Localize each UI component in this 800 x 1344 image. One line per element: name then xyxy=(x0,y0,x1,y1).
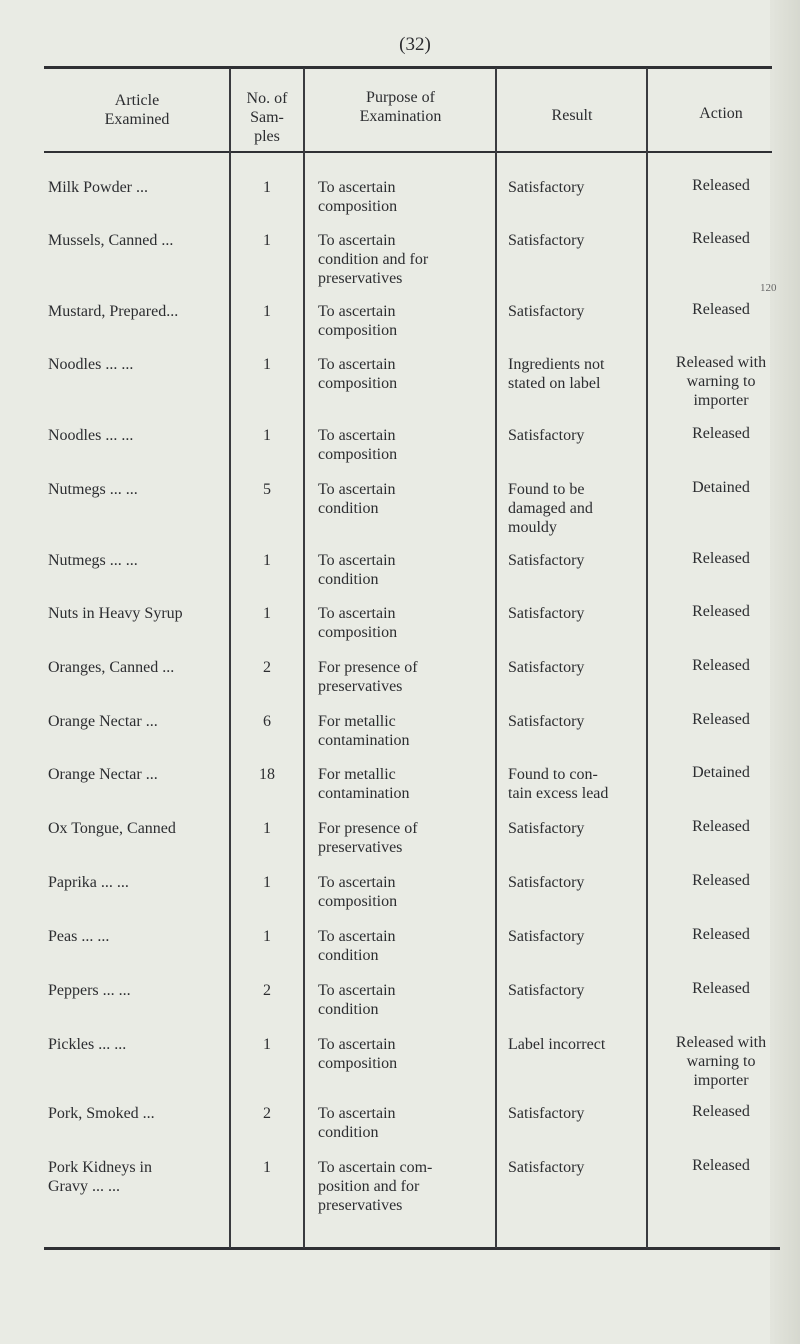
cell-line: Peppers ... ... xyxy=(48,982,131,999)
cell-line: To ascertain xyxy=(318,605,396,622)
cell-result xyxy=(508,712,661,731)
cell-line: Ingredients not xyxy=(508,356,605,373)
cell-line: composition xyxy=(318,375,398,392)
cell-article xyxy=(48,819,241,838)
cell-purpose xyxy=(318,1158,507,1215)
bottom-rule xyxy=(44,1247,780,1250)
cell-line: composition xyxy=(318,322,398,339)
cell-line: composition xyxy=(318,893,398,910)
cell-line: Released xyxy=(692,425,750,442)
cell-purpose xyxy=(318,231,507,288)
cell-action xyxy=(650,424,792,443)
cell-article xyxy=(48,1158,241,1196)
cell-action xyxy=(650,549,792,568)
cell-article xyxy=(48,712,241,731)
cell-line: 1 xyxy=(263,1036,271,1053)
cell-result xyxy=(508,480,661,537)
cell-result xyxy=(508,873,661,892)
cell-purpose xyxy=(318,480,507,518)
cell-purpose xyxy=(318,178,507,216)
cell-line: To ascertain xyxy=(318,481,396,498)
cell-line: 1 xyxy=(263,874,271,891)
cell-samples xyxy=(232,819,302,838)
cell-line: Orange Nectar ... xyxy=(48,713,158,730)
cell-result xyxy=(508,178,661,197)
cell-line: preservatives xyxy=(318,270,403,287)
cell-line: condition xyxy=(318,1001,379,1018)
cell-samples xyxy=(232,355,302,374)
cell-line: tain excess lead xyxy=(508,785,609,802)
cell-result xyxy=(508,551,661,570)
cell-line: Satisfactory xyxy=(508,659,585,676)
cell-line: Nutmegs ... ... xyxy=(48,552,138,569)
cell-samples xyxy=(232,873,302,892)
cell-result xyxy=(508,231,661,250)
cell-action xyxy=(650,478,792,497)
cell-line: Released xyxy=(692,550,750,567)
cell-line: Released xyxy=(692,926,750,943)
cell-line: condition and for xyxy=(318,251,429,268)
cell-line: preservatives xyxy=(318,839,403,856)
cell-result xyxy=(508,1035,661,1054)
cell-result xyxy=(508,765,661,803)
cell-line: To ascertain xyxy=(318,1105,396,1122)
cell-samples xyxy=(232,712,302,731)
cell-purpose xyxy=(318,927,507,965)
cell-result xyxy=(508,927,661,946)
cell-action xyxy=(650,1156,792,1175)
top-rule xyxy=(44,66,772,69)
margin-mark: 120 xyxy=(760,282,777,294)
cell-line: contamination xyxy=(318,732,410,749)
cell-line: Nutmegs ... ... xyxy=(48,481,138,498)
cell-line: 1 xyxy=(263,179,271,196)
header-rule xyxy=(44,151,772,153)
cell-line: Label incorrect xyxy=(508,1036,606,1053)
column-header-action: Action xyxy=(699,105,743,122)
cell-line: 1 xyxy=(263,928,271,945)
cell-action xyxy=(650,710,792,729)
cell-line: Noodles ... ... xyxy=(48,427,134,444)
cell-line: Satisfactory xyxy=(508,874,585,891)
cell-line: 1 xyxy=(263,820,271,837)
cell-line: condition xyxy=(318,1124,379,1141)
cell-line: Satisfactory xyxy=(508,1159,585,1176)
cell-line: condition xyxy=(318,571,379,588)
cell-line: Released xyxy=(692,177,750,194)
cell-line: Released xyxy=(692,818,750,835)
cell-line: composition xyxy=(318,446,398,463)
cell-article xyxy=(48,658,241,677)
cell-line: To ascertain xyxy=(318,552,396,569)
cell-result xyxy=(508,981,661,1000)
cell-line: composition xyxy=(318,624,398,641)
cell-line: Gravy ... ... xyxy=(48,1178,120,1195)
cell-line: 1 xyxy=(263,427,271,444)
column-header-result: Result xyxy=(551,107,593,124)
cell-line: 1 xyxy=(263,303,271,320)
cell-article xyxy=(48,765,241,784)
cell-action xyxy=(650,1033,792,1090)
cell-line: Satisfactory xyxy=(508,232,585,249)
cell-samples xyxy=(232,551,302,570)
cell-action xyxy=(650,979,792,998)
page-number: (32) xyxy=(399,34,431,55)
cell-action xyxy=(650,602,792,621)
cell-line: Released xyxy=(692,603,750,620)
cell-purpose xyxy=(318,981,507,1019)
cell-line: Released xyxy=(692,657,750,674)
cell-purpose xyxy=(318,1035,507,1073)
cell-article xyxy=(48,551,241,570)
cell-article xyxy=(48,873,241,892)
cell-line: Released xyxy=(692,711,750,728)
cell-article xyxy=(48,302,241,321)
cell-line: importer xyxy=(693,392,749,409)
cell-line: For metallic xyxy=(318,713,396,730)
cell-samples xyxy=(232,426,302,445)
cell-article xyxy=(48,927,241,946)
cell-result xyxy=(508,355,661,393)
cell-line: stated on label xyxy=(508,375,601,392)
cell-result xyxy=(508,604,661,623)
cell-samples xyxy=(232,604,302,623)
cell-line: To ascertain xyxy=(318,427,396,444)
cell-line: Satisfactory xyxy=(508,605,585,622)
cell-line: 18 xyxy=(259,766,275,783)
cell-line: Released xyxy=(692,230,750,247)
cell-line: To ascertain xyxy=(318,928,396,945)
cell-line: To ascertain xyxy=(318,232,396,249)
cell-article xyxy=(48,178,241,197)
cell-line: 2 xyxy=(263,982,271,999)
cell-action xyxy=(650,925,792,944)
cell-line: Mustard, Prepared... xyxy=(48,303,179,320)
column-divider xyxy=(303,68,305,1248)
cell-line: 1 xyxy=(263,1159,271,1176)
cell-action xyxy=(650,176,792,195)
cell-line: importer xyxy=(693,1072,749,1089)
cell-purpose xyxy=(318,1104,507,1142)
cell-line: Pork, Smoked ... xyxy=(48,1105,155,1122)
cell-line: To ascertain xyxy=(318,179,396,196)
cell-line: To ascertain xyxy=(318,874,396,891)
cell-samples xyxy=(232,302,302,321)
cell-line: Released xyxy=(692,1103,750,1120)
cell-line: preservatives xyxy=(318,678,403,695)
cell-action xyxy=(650,1102,792,1121)
cell-article xyxy=(48,426,241,445)
cell-line: mouldy xyxy=(508,519,557,536)
cell-action xyxy=(650,656,792,675)
cell-line: Released xyxy=(692,980,750,997)
cell-line: For presence of xyxy=(318,659,418,676)
cell-line: composition xyxy=(318,198,398,215)
cell-article xyxy=(48,231,241,250)
cell-purpose xyxy=(318,426,507,464)
cell-line: Satisfactory xyxy=(508,820,585,837)
cell-samples xyxy=(232,927,302,946)
cell-line: position and for xyxy=(318,1178,420,1195)
cell-result xyxy=(508,426,661,445)
cell-line: Pickles ... ... xyxy=(48,1036,127,1053)
cell-purpose xyxy=(318,712,507,750)
cell-samples xyxy=(232,178,302,197)
cell-line: Satisfactory xyxy=(508,928,585,945)
cell-line: To ascertain xyxy=(318,1036,396,1053)
cell-purpose xyxy=(318,765,507,803)
cell-line: Pork Kidneys in xyxy=(48,1159,152,1176)
cell-result xyxy=(508,658,661,677)
cell-line: Detained xyxy=(692,479,750,496)
cell-purpose xyxy=(318,658,507,696)
cell-line: Orange Nectar ... xyxy=(48,766,158,783)
cell-action xyxy=(650,229,792,248)
cell-line: Nuts in Heavy Syrup xyxy=(48,605,183,622)
cell-article xyxy=(48,981,241,1000)
cell-line: Satisfactory xyxy=(508,427,585,444)
cell-purpose xyxy=(318,302,507,340)
cell-line: contamination xyxy=(318,785,410,802)
cell-line: Released xyxy=(692,1157,750,1174)
cell-line: warning to xyxy=(686,373,756,390)
cell-line: Satisfactory xyxy=(508,713,585,730)
cell-line: Mussels, Canned ... xyxy=(48,232,174,249)
column-header-article: Article Examined xyxy=(104,92,170,128)
cell-article xyxy=(48,1104,241,1123)
cell-line: To ascertain xyxy=(318,982,396,999)
cell-line: Released with xyxy=(675,354,767,371)
cell-action xyxy=(650,763,792,782)
cell-line: Satisfactory xyxy=(508,982,585,999)
cell-purpose xyxy=(318,551,507,589)
cell-article xyxy=(48,480,241,499)
cell-samples xyxy=(232,981,302,1000)
cell-line: Paprika ... ... xyxy=(48,874,129,891)
cell-samples xyxy=(232,765,302,784)
column-header-purpose: Purpose of Examination xyxy=(359,89,442,125)
cell-article xyxy=(48,1035,241,1054)
cell-line: 6 xyxy=(263,713,271,730)
cell-line: 2 xyxy=(263,1105,271,1122)
cell-result xyxy=(508,302,661,321)
cell-result xyxy=(508,1158,661,1177)
cell-line: Milk Powder ... xyxy=(48,179,148,196)
cell-line: Released xyxy=(692,301,750,318)
cell-line: 1 xyxy=(263,356,271,373)
cell-line: Detained xyxy=(692,764,750,781)
cell-line: Peas ... ... xyxy=(48,928,110,945)
cell-line: Ox Tongue, Canned xyxy=(48,820,176,837)
cell-samples xyxy=(232,1104,302,1123)
cell-purpose xyxy=(318,873,507,911)
cell-line: preservatives xyxy=(318,1197,403,1214)
cell-samples xyxy=(232,1035,302,1054)
cell-line: To ascertain com- xyxy=(318,1159,433,1176)
column-header-samples: No. of Sam- ples xyxy=(246,90,288,145)
cell-action xyxy=(650,300,792,319)
cell-samples xyxy=(232,231,302,250)
cell-result xyxy=(508,1104,661,1123)
cell-line: For metallic xyxy=(318,766,396,783)
cell-line: 5 xyxy=(263,481,271,498)
cell-samples xyxy=(232,480,302,499)
cell-line: Released with xyxy=(675,1034,767,1051)
cell-line: Noodles ... ... xyxy=(48,356,134,373)
cell-line: Satisfactory xyxy=(508,179,585,196)
cell-line: Found to be xyxy=(508,481,585,498)
cell-line: damaged and xyxy=(508,500,593,517)
cell-line: 1 xyxy=(263,605,271,622)
cell-action xyxy=(650,353,792,410)
cell-line: warning to xyxy=(686,1053,756,1070)
cell-samples xyxy=(232,658,302,677)
cell-purpose xyxy=(318,604,507,642)
cell-action xyxy=(650,817,792,836)
cell-line: condition xyxy=(318,947,379,964)
cell-article xyxy=(48,355,241,374)
cell-purpose xyxy=(318,355,507,393)
cell-line: Oranges, Canned ... xyxy=(48,659,175,676)
cell-line: Released xyxy=(692,872,750,889)
cell-line: Found to con- xyxy=(508,766,598,783)
cell-line: Satisfactory xyxy=(508,303,585,320)
cell-line: To ascertain xyxy=(318,356,396,373)
cell-samples xyxy=(232,1158,302,1177)
cell-line: 2 xyxy=(263,659,271,676)
cell-line: 1 xyxy=(263,232,271,249)
cell-line: For presence of xyxy=(318,820,418,837)
cell-action xyxy=(650,871,792,890)
cell-line: 1 xyxy=(263,552,271,569)
cell-purpose xyxy=(318,819,507,857)
cell-article xyxy=(48,604,241,623)
cell-line: composition xyxy=(318,1055,398,1072)
cell-line: Satisfactory xyxy=(508,552,585,569)
cell-line: condition xyxy=(318,500,379,517)
cell-line: To ascertain xyxy=(318,303,396,320)
cell-line: Satisfactory xyxy=(508,1105,585,1122)
cell-result xyxy=(508,819,661,838)
